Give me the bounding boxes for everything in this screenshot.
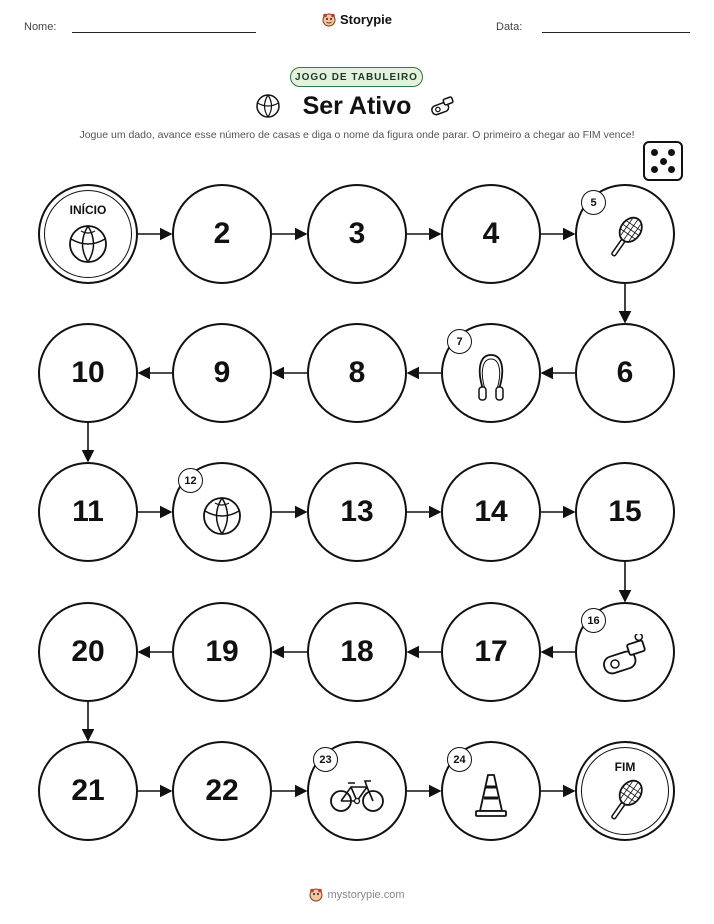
beach-ball-icon <box>201 495 243 542</box>
footer <box>0 888 714 905</box>
board-space-19 <box>172 602 272 702</box>
board-space-25 <box>575 741 675 841</box>
space-number: 15 <box>608 495 642 528</box>
instructions: Jogue um dado, avance esse número de casas e diga o nome da figura onde parar. O primeiro a chegar ao FIM vence! <box>79 129 635 141</box>
space-number-tag: 5 <box>581 190 606 215</box>
space-number: 8 <box>348 356 366 389</box>
board-space-6 <box>575 323 675 423</box>
space-number: 11 <box>72 495 104 528</box>
board-space-7 <box>441 323 541 423</box>
board-space-18 <box>307 602 407 702</box>
space-number: 4 <box>482 217 500 250</box>
beach-ball-icon <box>67 223 109 270</box>
space-number-tag: 16 <box>581 608 606 633</box>
game-type-badge: JOGO DE TABULEIRO <box>290 67 423 87</box>
space-number: 17 <box>474 635 508 668</box>
board-space-16 <box>575 602 675 702</box>
brand-name: Storypie <box>339 12 392 27</box>
board-space-20 <box>38 602 138 702</box>
space-number-tag: 24 <box>447 747 472 772</box>
board-space-22 <box>172 741 272 841</box>
space-number: 6 <box>616 356 634 389</box>
space-number: 13 <box>340 495 374 528</box>
board-space-10 <box>38 323 138 423</box>
board-space-21 <box>38 741 138 841</box>
board-space-15 <box>575 462 675 562</box>
board-space-3 <box>307 184 407 284</box>
board-space-24 <box>441 741 541 841</box>
space-number-tag: 7 <box>447 329 472 354</box>
footer-url[interactable]: mystorypie.com <box>327 889 405 901</box>
board-space-4 <box>441 184 541 284</box>
board-space-17 <box>441 602 541 702</box>
board-space-9 <box>172 323 272 423</box>
space-number: 2 <box>213 217 231 250</box>
space-number: 22 <box>205 774 239 807</box>
space-number: 19 <box>205 635 239 668</box>
bicycle-icon <box>329 777 385 818</box>
end-label: FIM <box>614 760 636 774</box>
board-space-23 <box>307 741 407 841</box>
jump-rope-icon <box>471 351 511 408</box>
board-space-11 <box>38 462 138 562</box>
whistle-icon <box>598 634 652 683</box>
board-space-13 <box>307 462 407 562</box>
board-space-8 <box>307 323 407 423</box>
board-space-12 <box>172 462 272 562</box>
start-label: INÍCIO <box>69 203 107 217</box>
board-space-2 <box>172 184 272 284</box>
space-number: 10 <box>71 356 105 389</box>
space-number: 3 <box>348 217 366 250</box>
storypie-logo-icon <box>309 888 323 902</box>
space-number: 14 <box>474 495 508 528</box>
space-number: 9 <box>213 356 231 389</box>
tennis-racket-icon <box>603 776 647 831</box>
board-space-14 <box>441 462 541 562</box>
space-number: 20 <box>71 635 105 668</box>
space-number-tag: 12 <box>178 468 203 493</box>
page-title: Ser Ativo <box>302 92 412 120</box>
space-number-tag: 23 <box>313 747 338 772</box>
board-space-5 <box>575 184 675 284</box>
date-label: Data: <box>496 21 523 33</box>
space-number: 18 <box>340 635 374 668</box>
name-label: Nome: <box>24 21 57 33</box>
traffic-cone-icon <box>474 771 508 824</box>
board-space-1 <box>38 184 138 284</box>
tennis-racket-icon <box>603 213 647 268</box>
space-number: 21 <box>71 774 105 807</box>
